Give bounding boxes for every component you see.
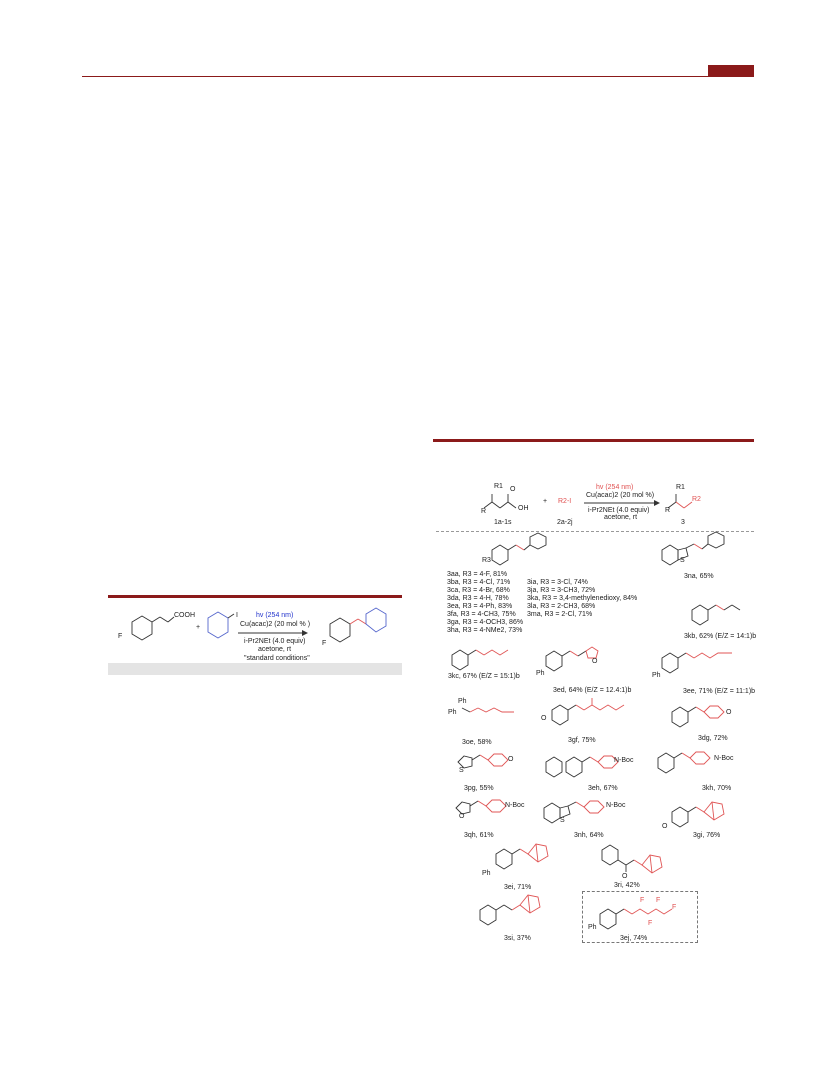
compound-3ee-structure	[652, 648, 748, 674]
scheme1-catalyst: Cu(acac)2 (20 mol % )	[240, 621, 311, 628]
compound-3kh-label: 3kh, 70%	[702, 785, 732, 792]
compound-3nh-nboc: N-Boc	[606, 802, 626, 809]
compound-3pg-structure	[454, 750, 534, 776]
compound-3oe-ph2: Ph	[448, 709, 457, 716]
compound-3pg-label: 3pg, 55%	[464, 785, 494, 792]
list-item: 3ja, R3 = 3-CH3, 72%	[527, 587, 596, 594]
compound-3nh-s: S	[560, 817, 565, 824]
compound-3gf-label: 3gf, 75%	[568, 737, 596, 744]
compound-3kb-structure	[686, 600, 756, 630]
compound-3ee-ph: Ph	[652, 672, 661, 679]
compound-3gi-label: 3gi, 76%	[693, 832, 721, 839]
compound-3ej-f1: F	[640, 897, 645, 904]
compound-3ed-ph: Ph	[536, 670, 545, 677]
scheme2-catalyst: Cu(acac)2 (20 mol %)	[586, 492, 655, 499]
sm2-label: 2a-2j	[557, 519, 573, 526]
list-item: 3ca, R3 = 4-Br, 68%	[447, 587, 510, 594]
compound-3dg-o: O	[726, 709, 732, 716]
compound-3eh-nboc: N-Boc	[614, 757, 634, 764]
scheme2-plus: +	[543, 498, 548, 505]
product-r1: R1	[676, 484, 685, 491]
compound-3gi-structure	[662, 800, 752, 830]
list-item: 3fa, R3 = 4-CH3, 75%	[447, 611, 516, 618]
compound-3pg-o: O	[508, 756, 514, 763]
compound-3ej-f2: F	[656, 897, 661, 904]
scheme2-divider	[436, 531, 754, 532]
scheme1-label: "standard conditions"	[244, 655, 310, 662]
compound-3gf-structure	[540, 700, 640, 726]
compound-3nh-label: 3nh, 64%	[574, 832, 604, 839]
scheme2-r2i: R2-I	[558, 498, 572, 505]
compound-3pg-s: S	[459, 767, 464, 774]
compound-3ei-label: 3ei, 71%	[504, 884, 532, 891]
compound-3ed-o: O	[592, 658, 598, 665]
compound-3kh-nboc: N-Boc	[714, 755, 734, 762]
list-item: 3ma, R3 = 2-Cl, 71%	[527, 611, 593, 618]
compound-3ed-structure	[536, 646, 620, 672]
scheme1-i-atom: I	[236, 612, 238, 619]
compound-3eh-structure	[540, 752, 650, 778]
compound-3ri-o: O	[622, 873, 628, 880]
scheme2-light: hv (254 nm)	[596, 484, 634, 491]
acid-o: O	[510, 486, 516, 493]
compound-3si-label: 3si, 37%	[504, 935, 531, 942]
compound-3qh-o: O	[459, 813, 465, 820]
compound-3na-s: S	[680, 557, 685, 564]
compound-3ed-label: 3ed, 64% (E/Z = 12.4:1)b	[553, 687, 632, 694]
list-item: 3ka, R3 = 3,4-methylenedioxy, 84%	[527, 595, 638, 602]
compound-3si-structure	[474, 898, 564, 928]
compound-3ei-structure	[486, 842, 576, 872]
fluorocinnamic-acid-structure	[120, 610, 180, 650]
compound-3oe-label: 3oe, 58%	[462, 739, 492, 746]
product-label: 3	[681, 519, 685, 526]
compound-3ei-ph: Ph	[482, 870, 491, 877]
compound-3aa-structure	[486, 536, 570, 568]
compound-3aa-r3: R3	[482, 557, 491, 564]
compound-3ej-f4: F	[648, 920, 653, 927]
scheme1-top-bar	[108, 595, 402, 598]
compound-3gi-o: O	[662, 823, 668, 830]
acid-r1: R1	[494, 483, 503, 490]
scheme1-solvent: acetone, rt	[258, 646, 292, 653]
compound-3ej-label: 3ej, 74%	[620, 935, 648, 942]
acid-r: R	[481, 508, 487, 515]
scheme2-top-bar	[433, 439, 754, 442]
scheme1-product-f: F	[322, 640, 327, 647]
scheme1-base: i-Pr2NEt (4.0 equiv)	[244, 638, 306, 645]
compound-3eh-label: 3eh, 67%	[588, 785, 618, 792]
scheme2-solvent: acetone, rt	[604, 514, 638, 521]
product-r: R	[665, 507, 671, 514]
list-item: 3da, R3 = 4-H, 78%	[447, 595, 509, 602]
compound-3qh-nboc: N-Boc	[505, 802, 525, 809]
compound-3kb-label: 3kb, 62% (E/Z = 14:1)b	[684, 633, 757, 640]
list-item: 3ga, R3 = 4-OCH3, 86%	[447, 619, 524, 626]
header-rule	[82, 76, 754, 77]
compound-3dg-label: 3dg, 72%	[698, 735, 728, 742]
scheme2-base: i-Pr2NEt (4.0 equiv)	[588, 507, 650, 514]
compound-3ej-ph: Ph	[588, 924, 597, 931]
list-item: 3ba, R3 = 4-Cl, 71%	[447, 579, 511, 586]
scheme1-product-structure	[322, 606, 402, 648]
compound-3ri-label: 3ri, 42%	[614, 882, 640, 889]
header-page-tab	[708, 65, 754, 77]
product-r2: R2	[692, 496, 701, 503]
list-item: 3aa, R3 = 4-F, 81%	[447, 571, 508, 578]
compound-3na-label: 3na, 65%	[684, 573, 714, 580]
compound-3ri-structure	[596, 842, 696, 876]
compound-3dg-structure	[666, 702, 746, 728]
scheme1-arrow	[238, 630, 308, 636]
scheme2-arrow	[584, 500, 660, 506]
compound-3ej-f3: F	[672, 904, 677, 911]
scheme1-table-header	[108, 663, 402, 675]
scheme1-light: hv (254 nm)	[256, 612, 294, 619]
list-item: 3ha, R3 = 4-NMe2, 73%	[447, 627, 523, 634]
scheme1-plus: +	[196, 624, 201, 631]
compound-3ee-label: 3ee, 71% (E/Z = 11:1)b	[683, 688, 756, 695]
compound-3oe-ph1: Ph	[458, 698, 467, 705]
scheme1-f-atom: F	[118, 633, 123, 640]
sm1-label: 1a-1s	[494, 519, 512, 526]
product-general-structure	[664, 488, 714, 518]
list-item: 3ia, R3 = 3-Cl, 74%	[527, 579, 588, 586]
compound-3kc-structure	[446, 645, 530, 671]
compound-3qh-label: 3qh, 61%	[464, 832, 494, 839]
compound-3kh-structure	[652, 748, 752, 778]
list-item: 3ea, R3 = 4-Ph, 83%	[447, 603, 513, 610]
acid-oh: OH	[518, 505, 529, 512]
compound-3kc-label: 3kc, 67% (E/Z = 15:1)b	[448, 673, 520, 680]
compound-3gf-o: O	[541, 715, 547, 722]
list-item: 3la, R3 = 2-CH3, 68%	[527, 603, 596, 610]
iodocyclohexane-structure	[198, 608, 238, 648]
compound-3na-structure	[656, 538, 752, 568]
acid-general-structure	[480, 488, 530, 518]
compound-3nh-structure	[538, 796, 638, 826]
scheme1-cooh: COOH	[174, 612, 195, 619]
